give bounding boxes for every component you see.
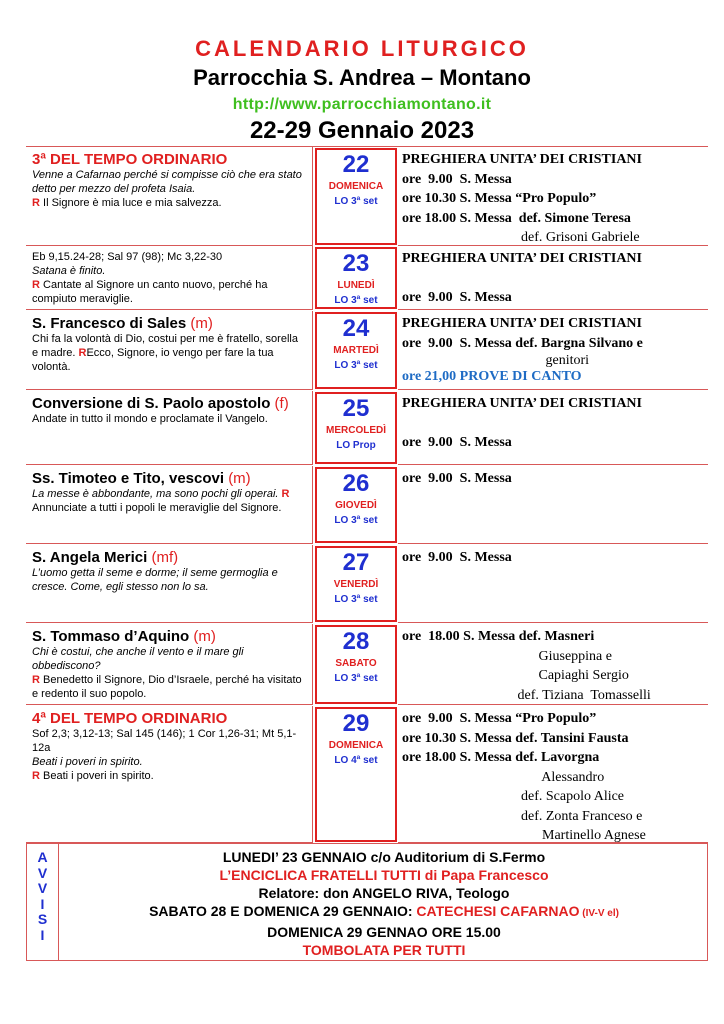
- notice-line: Relatore: don ANGELO RIVA, Teologo: [258, 885, 510, 901]
- notice-line: SABATO 28 E DOMENICA 29 GENNAIO:: [149, 903, 417, 919]
- notices-letter: S: [37, 911, 48, 927]
- liturgy-cell: [26, 545, 313, 623]
- notice-line: DOMENICA 29 GENNAO ORE 15.00: [267, 924, 501, 940]
- event-line: ore 9.00 S. Messa: [402, 471, 512, 486]
- event-line: def. Grisoni Gabriele: [402, 230, 640, 245]
- reading-text: La messe è abbondante, ma sono pochi gli operai.: [32, 488, 279, 500]
- notices-letter: I: [40, 895, 45, 912]
- events-cell: [398, 246, 708, 310]
- reading-text: L’uomo getta il seme e dorme; il seme germoglia e cresce. Come, egli stesso non lo sa.: [32, 567, 278, 593]
- calendar-row: [26, 706, 708, 843]
- day-number: 27: [342, 549, 370, 576]
- notices-letter: A: [37, 849, 48, 865]
- response-text: Benedetto il Signore, Dio d’Israele, perché ha visitato e redento il suo popolo.: [32, 674, 302, 700]
- celebration-title: Ss. Timoteo e Tito, vescovi: [32, 470, 225, 487]
- day-number: 24: [342, 315, 370, 342]
- celebration-title: Conversione di S. Paolo apostolo: [32, 395, 271, 412]
- day-name: GIOVEDÌ: [335, 500, 377, 511]
- notices-letter: V: [37, 880, 48, 896]
- response-marker: R: [32, 770, 40, 782]
- event-line: ore 9.00 S. Messa: [402, 550, 512, 565]
- event-line: ore 9.00 S. Messa: [402, 434, 512, 450]
- celebration-rank: (m): [228, 470, 251, 487]
- liturgy-cell: [26, 311, 313, 390]
- celebration-title: 4ª DEL TEMPO ORDINARIO: [32, 710, 228, 727]
- calendar-row: [26, 311, 708, 390]
- parish-website-link[interactable]: http://www.parrocchiamontano.it: [232, 96, 492, 113]
- notices-box: [26, 843, 708, 961]
- date-range: 22-29 Gennaio 2023: [249, 117, 475, 144]
- calendar-row: [26, 246, 708, 310]
- liturgy-hours: LO Prop: [336, 440, 376, 451]
- day-box: [315, 625, 397, 704]
- liturgy-cell: [26, 624, 313, 705]
- response-marker: R: [32, 279, 40, 291]
- notice-line: LUNEDI’ 23 GENNAIO c/o Auditorium di S.Fermo: [222, 849, 546, 865]
- event-line: PREGHIERA UNITA’ DEI CRISTIANI: [402, 152, 642, 167]
- event-line: ore 9.00 S. Messa: [402, 171, 512, 187]
- reading-text: Chi è costui, che anche il vento e il mare gli obbediscono?: [32, 646, 244, 672]
- day-box: [315, 247, 397, 309]
- response-text: Il Signore è mia luce e mia salvezza.: [43, 197, 222, 209]
- event-line: ore 18.00 S. Messa def. Masneri: [402, 629, 595, 644]
- reading-text: Venne a Cafarnao perché si compisse ciò che era stato detto per mezzo del profeta Isaia.: [32, 169, 302, 195]
- celebration-title: S. Angela Merici: [32, 549, 148, 566]
- day-number: 23: [342, 250, 370, 277]
- day-name: LUNEDÌ: [337, 280, 375, 291]
- day-name: MERCOLEDÌ: [326, 425, 386, 436]
- liturgy-cell: [26, 391, 313, 465]
- day-box: [315, 467, 397, 543]
- event-line: PREGHIERA UNITA’ DEI CRISTIANI: [402, 316, 642, 331]
- event-highlight: ore 21,00 PROVE DI CANTO: [402, 369, 582, 384]
- day-box: [315, 707, 397, 842]
- celebration-title: 3ª DEL TEMPO ORDINARIO: [32, 151, 228, 168]
- liturgy-cell: [26, 147, 313, 246]
- day-number: 22: [342, 151, 370, 178]
- page-title: CALENDARIO LITURGICO: [195, 36, 529, 61]
- event-line: ore 9.00 S. Messa def. Bargna Silvano e: [402, 335, 643, 351]
- liturgy-hours: LO 3ª set: [334, 594, 378, 605]
- event-line: ore 18.00 S. Messa def. Lavorgna: [402, 750, 600, 765]
- response-marker: R: [32, 674, 40, 686]
- liturgy-hours: LO 3ª set: [334, 295, 378, 306]
- event-line: ore 9.00 S. Messa: [402, 289, 512, 305]
- event-line: ore 10.30 S. Messa “Pro Populo”: [402, 191, 597, 206]
- celebration-rank: (mf): [151, 549, 179, 566]
- celebration-title: S. Tommaso d’Aquino: [32, 628, 190, 645]
- day-name: VENERDÌ: [333, 579, 379, 590]
- event-line: ore 10.30 S. Messa def. Tansini Fausta: [402, 730, 629, 746]
- event-line: def. Zonta Franceso e: [402, 808, 643, 824]
- celebration-rank: (f): [274, 395, 289, 412]
- calendar-row: [26, 545, 708, 623]
- day-box: [315, 312, 397, 389]
- liturgy-hours: LO 3ª set: [334, 515, 378, 526]
- liturgy-cell: [26, 466, 313, 544]
- calendar-row: [26, 466, 708, 544]
- reading-refs: Sof 2,3; 3,12-13; Sal 145 (146); 1 Cor 1,26-31; Mt 5,1-12a: [32, 728, 297, 754]
- liturgy-hours: LO 3ª set: [334, 360, 378, 371]
- notice-line: L’ENCICLICA FRATELLI TUTTI di Papa Francesco: [219, 867, 549, 883]
- day-name: MARTEDÌ: [333, 345, 379, 356]
- event-line: Martinello Agnese: [402, 828, 646, 843]
- events-cell: [398, 706, 708, 843]
- events-cell: [398, 311, 708, 390]
- day-box: [315, 546, 397, 622]
- liturgy-hours: LO 3ª set: [334, 196, 378, 207]
- notices-body: [61, 848, 707, 959]
- celebration-rank: (m): [190, 315, 213, 332]
- events-cell: [398, 391, 708, 465]
- calendar-row: [26, 391, 708, 465]
- event-line: PREGHIERA UNITA’ DEI CRISTIANI: [402, 251, 642, 266]
- events-cell: [398, 545, 708, 623]
- event-line: def. Tiziana Tomasselli: [402, 687, 651, 703]
- liturgy-hours: LO 3ª set: [334, 673, 378, 684]
- notices-letter: V: [37, 864, 48, 881]
- liturgy-hours: LO 4ª set: [334, 755, 378, 766]
- day-box: [315, 148, 397, 245]
- response-text: Beati i poveri in spirito.: [43, 770, 154, 782]
- calendar-row: [26, 146, 708, 246]
- event-line: ore 18.00 S. Messa def. Simone Teresa: [402, 210, 631, 226]
- response-marker: R: [78, 347, 87, 359]
- notice-line: TOMBOLATA PER TUTTI: [302, 942, 466, 958]
- event-line: Giuseppina e: [402, 648, 612, 664]
- event-line: PREGHIERA UNITA’ DEI CRISTIANI: [402, 396, 642, 411]
- notice-highlight: CATECHESI CAFARNAO: [416, 903, 580, 919]
- liturgy-cell: [26, 706, 313, 843]
- event-line: ore 9.00 S. Messa “Pro Populo”: [402, 711, 597, 726]
- event-line: Alessandro: [402, 769, 605, 785]
- response-text: Ecco, Signore, io vengo per fare la tua volontà.: [32, 347, 274, 373]
- event-line: Capiaghi Sergio: [402, 668, 629, 683]
- day-number: 26: [342, 470, 370, 497]
- event-line: def. Scapolo Alice: [402, 789, 625, 804]
- liturgy-cell: [26, 246, 313, 310]
- reading-text: Chi fa la volontà di Dio, costui per me è fratello, sorella e madre.: [32, 333, 298, 359]
- notices-letter: I: [40, 926, 45, 943]
- calendar-row: [26, 624, 708, 705]
- day-number: 29: [342, 710, 370, 737]
- day-number: 25: [342, 395, 370, 422]
- celebration-title: S. Francesco di Sales: [32, 315, 187, 332]
- notice-note: (IV-V el): [579, 908, 619, 919]
- reading-text: Andate in tutto il mondo e proclamate il Vangelo.: [32, 413, 268, 425]
- day-name: DOMENICA: [328, 181, 384, 192]
- event-line: genitori: [402, 353, 590, 368]
- response-text: Annunciate a tutti i popoli le meraviglie del Signore.: [32, 502, 282, 514]
- day-name: SABATO: [335, 658, 377, 669]
- reading-text: Satana è finito.: [32, 265, 106, 277]
- response-marker: R: [281, 488, 290, 500]
- events-cell: [398, 466, 708, 544]
- events-cell: [398, 624, 708, 705]
- parish-name: Parrocchia S. Andrea – Montano: [193, 65, 531, 90]
- response-text: Cantate al Signore un canto nuovo, perché ha compiuto meraviglie.: [32, 279, 268, 305]
- reading-text: Beati i poveri in spirito.: [32, 756, 143, 768]
- day-name: DOMENICA: [328, 740, 384, 751]
- day-box: [315, 392, 397, 464]
- notices-label: [27, 844, 59, 960]
- response-marker: R: [32, 197, 40, 209]
- day-number: 28: [342, 628, 370, 655]
- events-cell: [398, 147, 708, 246]
- celebration-rank: (m): [193, 628, 216, 645]
- reading-refs: Eb 9,15.24-28; Sal 97 (98); Mc 3,22-30: [32, 251, 223, 263]
